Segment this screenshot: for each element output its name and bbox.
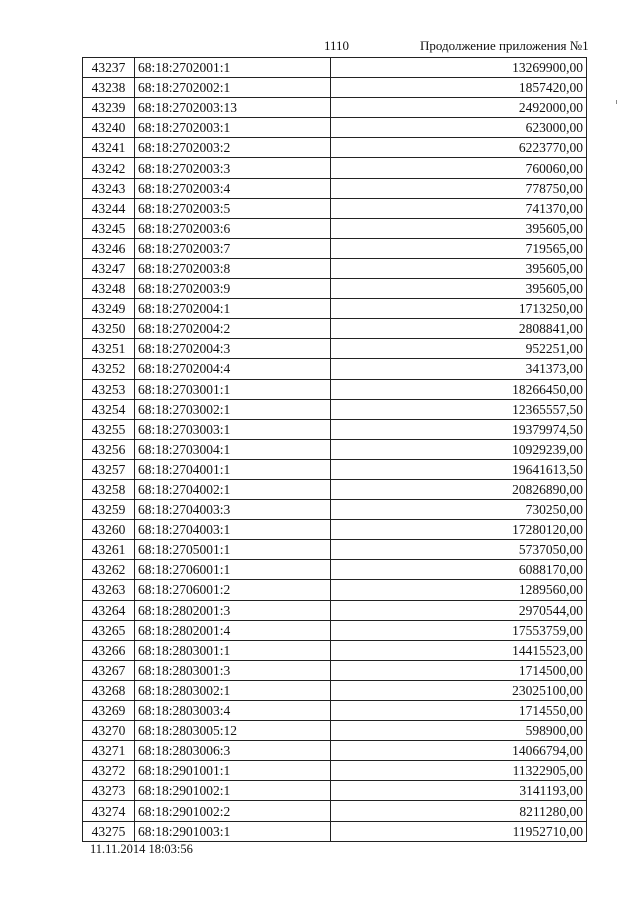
row-number-cell: 43256 bbox=[83, 439, 135, 459]
row-number-cell: 43268 bbox=[83, 680, 135, 700]
row-number-cell: 43258 bbox=[83, 479, 135, 499]
row-number-cell: 43243 bbox=[83, 178, 135, 198]
row-number-cell: 43251 bbox=[83, 339, 135, 359]
cadastral-number-cell: 68:18:2702001:1 bbox=[135, 58, 331, 78]
cadastral-number-cell: 68:18:2901002:2 bbox=[135, 801, 331, 821]
table-row bbox=[83, 279, 587, 299]
table-row bbox=[83, 560, 587, 580]
row-number-cell: 43249 bbox=[83, 299, 135, 319]
cadastral-number-cell: 68:18:2901002:1 bbox=[135, 781, 331, 801]
cadastral-number-cell: 68:18:2702003:3 bbox=[135, 158, 331, 178]
row-number-cell: 43271 bbox=[83, 741, 135, 761]
table-row bbox=[83, 339, 587, 359]
cadastral-number-cell: 68:18:2803003:4 bbox=[135, 701, 331, 721]
row-number-cell: 43273 bbox=[83, 781, 135, 801]
table-row bbox=[83, 299, 587, 319]
table-row bbox=[83, 459, 587, 479]
cadastral-number-cell: 68:18:2702003:1 bbox=[135, 118, 331, 138]
cadastral-number-cell: 68:18:2704002:1 bbox=[135, 479, 331, 499]
table-row bbox=[83, 138, 587, 158]
cadastral-value-cell: 952251,00 bbox=[331, 339, 587, 359]
continuation-title: Продолжение приложения №1 bbox=[420, 38, 589, 53]
table-row bbox=[83, 198, 587, 218]
row-number-cell: 43255 bbox=[83, 419, 135, 439]
table-row bbox=[83, 741, 587, 761]
cadastral-value-cell: 23025100,00 bbox=[331, 680, 587, 700]
cadastral-value-cell: 395605,00 bbox=[331, 218, 587, 238]
table-row bbox=[83, 238, 587, 258]
cadastral-value-cell: 19379974,50 bbox=[331, 419, 587, 439]
cadastral-value-cell: 1857420,00 bbox=[331, 78, 587, 98]
cadastral-value-cell: 10929239,00 bbox=[331, 439, 587, 459]
cadastral-number-cell: 68:18:2704001:1 bbox=[135, 459, 331, 479]
table-body bbox=[83, 58, 587, 842]
table-row bbox=[83, 821, 587, 841]
table-row bbox=[83, 620, 587, 640]
cadastral-number-cell: 68:18:2803005:12 bbox=[135, 721, 331, 741]
cadastral-value-cell: 11322905,00 bbox=[331, 761, 587, 781]
row-number-cell: 43257 bbox=[83, 459, 135, 479]
cadastral-value-cell: 395605,00 bbox=[331, 279, 587, 299]
table-row bbox=[83, 98, 587, 118]
table-row bbox=[83, 359, 587, 379]
row-number-cell: 43239 bbox=[83, 98, 135, 118]
cadastral-value-cell: 1713250,00 bbox=[331, 299, 587, 319]
row-number-cell: 43244 bbox=[83, 198, 135, 218]
cadastral-value-cell: 3141193,00 bbox=[331, 781, 587, 801]
table-row bbox=[83, 379, 587, 399]
table-row bbox=[83, 258, 587, 278]
table-row bbox=[83, 520, 587, 540]
row-number-cell: 43259 bbox=[83, 500, 135, 520]
row-number-cell: 43267 bbox=[83, 660, 135, 680]
cadastral-value-cell: 730250,00 bbox=[331, 500, 587, 520]
row-number-cell: 43245 bbox=[83, 218, 135, 238]
cadastral-number-cell: 68:18:2802001:4 bbox=[135, 620, 331, 640]
cadastral-value-cell: 17280120,00 bbox=[331, 520, 587, 540]
cadastral-value-cell: 341373,00 bbox=[331, 359, 587, 379]
cadastral-number-cell: 68:18:2702003:5 bbox=[135, 198, 331, 218]
cadastral-number-cell: 68:18:2803002:1 bbox=[135, 680, 331, 700]
cadastral-value-cell: 1714550,00 bbox=[331, 701, 587, 721]
row-number-cell: 43240 bbox=[83, 118, 135, 138]
cadastral-value-cell: 5737050,00 bbox=[331, 540, 587, 560]
cadastral-value-cell: 6223770,00 bbox=[331, 138, 587, 158]
cadastral-number-cell: 68:18:2704003:1 bbox=[135, 520, 331, 540]
row-number-cell: 43269 bbox=[83, 701, 135, 721]
row-number-cell: 43272 bbox=[83, 761, 135, 781]
cadastral-number-cell: 68:18:2706001:2 bbox=[135, 580, 331, 600]
row-number-cell: 43252 bbox=[83, 359, 135, 379]
row-number-cell: 43262 bbox=[83, 560, 135, 580]
cadastral-number-cell: 68:18:2702003:2 bbox=[135, 138, 331, 158]
cadastral-number-cell: 68:18:2704003:3 bbox=[135, 500, 331, 520]
cadastral-value-cell: 778750,00 bbox=[331, 178, 587, 198]
cadastral-value-cell: 2808841,00 bbox=[331, 319, 587, 339]
table-row bbox=[83, 781, 587, 801]
cadastral-value-cell: 6088170,00 bbox=[331, 560, 587, 580]
table-row bbox=[83, 419, 587, 439]
cadastral-number-cell: 68:18:2702003:8 bbox=[135, 258, 331, 278]
cadastral-value-cell: 17553759,00 bbox=[331, 620, 587, 640]
row-number-cell: 43253 bbox=[83, 379, 135, 399]
table-row bbox=[83, 721, 587, 741]
cadastral-value-cell: 12365557,50 bbox=[331, 399, 587, 419]
cadastral-value-cell: 8211280,00 bbox=[331, 801, 587, 821]
cadastral-number-cell: 68:18:2702003:13 bbox=[135, 98, 331, 118]
row-number-cell: 43265 bbox=[83, 620, 135, 640]
cadastral-value-cell: 14066794,00 bbox=[331, 741, 587, 761]
cadastral-value-cell: 741370,00 bbox=[331, 198, 587, 218]
cadastral-number-cell: 68:18:2803001:1 bbox=[135, 640, 331, 660]
cadastral-number-cell: 68:18:2703001:1 bbox=[135, 379, 331, 399]
cadastral-number-cell: 68:18:2702003:9 bbox=[135, 279, 331, 299]
cadastral-number-cell: 68:18:2702004:3 bbox=[135, 339, 331, 359]
row-number-cell: 43237 bbox=[83, 58, 135, 78]
cadastral-table-container bbox=[82, 57, 586, 842]
row-number-cell: 43242 bbox=[83, 158, 135, 178]
cadastral-number-cell: 68:18:2706001:1 bbox=[135, 560, 331, 580]
table-row bbox=[83, 479, 587, 499]
row-number-cell: 43266 bbox=[83, 640, 135, 660]
cadastral-value-cell: 14415523,00 bbox=[331, 640, 587, 660]
cadastral-number-cell: 68:18:2703004:1 bbox=[135, 439, 331, 459]
row-number-cell: 43263 bbox=[83, 580, 135, 600]
cadastral-number-cell: 68:18:2703003:1 bbox=[135, 419, 331, 439]
row-number-cell: 43254 bbox=[83, 399, 135, 419]
cadastral-value-cell: 1289560,00 bbox=[331, 580, 587, 600]
table-row bbox=[83, 540, 587, 560]
cadastral-value-table bbox=[82, 57, 587, 842]
row-number-cell: 43238 bbox=[83, 78, 135, 98]
cadastral-number-cell: 68:18:2901003:1 bbox=[135, 821, 331, 841]
cadastral-value-cell: 719565,00 bbox=[331, 238, 587, 258]
cadastral-number-cell: 68:18:2703002:1 bbox=[135, 399, 331, 419]
row-number-cell: 43261 bbox=[83, 540, 135, 560]
cadastral-number-cell: 68:18:2803001:3 bbox=[135, 660, 331, 680]
row-number-cell: 43250 bbox=[83, 319, 135, 339]
cadastral-number-cell: 68:18:2702002:1 bbox=[135, 78, 331, 98]
table-row bbox=[83, 640, 587, 660]
table-row bbox=[83, 701, 587, 721]
row-number-cell: 43274 bbox=[83, 801, 135, 821]
cadastral-value-cell: 623000,00 bbox=[331, 118, 587, 138]
table-row bbox=[83, 680, 587, 700]
cadastral-value-cell: 598900,00 bbox=[331, 721, 587, 741]
table-row bbox=[83, 500, 587, 520]
table-row bbox=[83, 399, 587, 419]
row-number-cell: 43246 bbox=[83, 238, 135, 258]
table-row bbox=[83, 178, 587, 198]
cadastral-value-cell: 19641613,50 bbox=[331, 459, 587, 479]
cadastral-number-cell: 68:18:2702004:4 bbox=[135, 359, 331, 379]
cadastral-number-cell: 68:18:2702004:1 bbox=[135, 299, 331, 319]
table-row bbox=[83, 660, 587, 680]
cadastral-number-cell: 68:18:2702004:2 bbox=[135, 319, 331, 339]
table-row bbox=[83, 218, 587, 238]
row-number-cell: 43247 bbox=[83, 258, 135, 278]
cadastral-value-cell: 18266450,00 bbox=[331, 379, 587, 399]
cadastral-number-cell: 68:18:2802001:3 bbox=[135, 600, 331, 620]
row-number-cell: 43264 bbox=[83, 600, 135, 620]
cadastral-value-cell: 1714500,00 bbox=[331, 660, 587, 680]
cadastral-value-cell: 11952710,00 bbox=[331, 821, 587, 841]
cadastral-number-cell: 68:18:2901001:1 bbox=[135, 761, 331, 781]
table-row bbox=[83, 158, 587, 178]
cadastral-number-cell: 68:18:2702003:4 bbox=[135, 178, 331, 198]
cadastral-value-cell: 2970544,00 bbox=[331, 600, 587, 620]
cadastral-number-cell: 68:18:2702003:7 bbox=[135, 238, 331, 258]
table-row bbox=[83, 118, 587, 138]
row-number-cell: 43248 bbox=[83, 279, 135, 299]
table-row bbox=[83, 761, 587, 781]
cadastral-number-cell: 68:18:2702003:6 bbox=[135, 218, 331, 238]
cadastral-number-cell: 68:18:2705001:1 bbox=[135, 540, 331, 560]
row-number-cell: 43270 bbox=[83, 721, 135, 741]
table-row bbox=[83, 58, 587, 78]
cadastral-value-cell: 20826890,00 bbox=[331, 479, 587, 499]
margin-mark bbox=[616, 100, 617, 104]
table-row bbox=[83, 319, 587, 339]
page-number: 1110 bbox=[324, 38, 350, 53]
row-number-cell: 43275 bbox=[83, 821, 135, 841]
table-row bbox=[83, 600, 587, 620]
cadastral-value-cell: 13269900,00 bbox=[331, 58, 587, 78]
table-row bbox=[83, 78, 587, 98]
row-number-cell: 43241 bbox=[83, 138, 135, 158]
print-timestamp: 11.11.2014 18:03:56 bbox=[90, 842, 193, 856]
table-row bbox=[83, 801, 587, 821]
cadastral-value-cell: 2492000,00 bbox=[331, 98, 587, 118]
row-number-cell: 43260 bbox=[83, 520, 135, 540]
cadastral-value-cell: 760060,00 bbox=[331, 158, 587, 178]
cadastral-value-cell: 395605,00 bbox=[331, 258, 587, 278]
cadastral-number-cell: 68:18:2803006:3 bbox=[135, 741, 331, 761]
table-row bbox=[83, 439, 587, 459]
table-row bbox=[83, 580, 587, 600]
